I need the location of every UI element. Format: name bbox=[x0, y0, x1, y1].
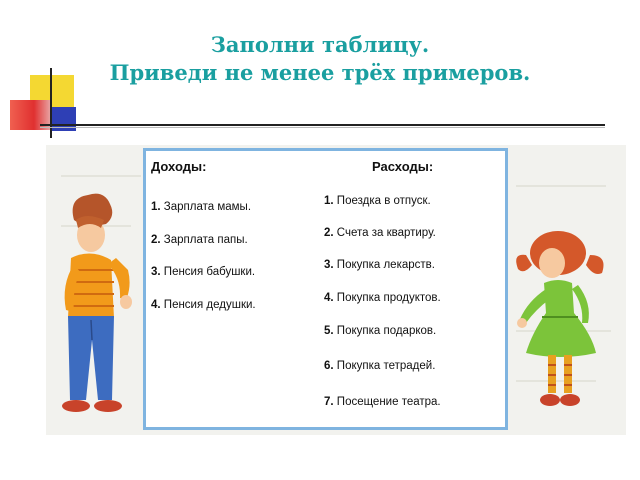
income-item bbox=[151, 266, 255, 278]
income-expense-table bbox=[143, 148, 508, 430]
expense-item bbox=[324, 195, 431, 207]
title-divider-shadow bbox=[40, 127, 605, 128]
expense-column bbox=[324, 159, 499, 408]
income-item-text: Пенсия дедушки. bbox=[163, 299, 256, 311]
income-item-number: 1. bbox=[151, 201, 161, 213]
boy-illustration bbox=[46, 190, 136, 420]
expense-item-text: Покупка подарков. bbox=[336, 325, 437, 337]
income-item-number: 4. bbox=[151, 299, 161, 311]
expense-item bbox=[324, 259, 435, 271]
expense-item bbox=[324, 325, 436, 337]
expense-header: Расходы: bbox=[372, 159, 434, 174]
income-item bbox=[151, 234, 248, 246]
expense-item-text: Покупка тетрадей. bbox=[336, 360, 436, 372]
background-faded-line bbox=[516, 185, 606, 187]
expense-item-text: Счета за квартиру. bbox=[336, 227, 436, 239]
expense-item bbox=[324, 292, 441, 304]
income-item-text: Пенсия бабушки. bbox=[163, 266, 256, 278]
expense-item bbox=[324, 396, 441, 408]
income-column bbox=[151, 159, 311, 311]
expense-item-number: 2. bbox=[324, 227, 334, 239]
income-item-number: 2. bbox=[151, 234, 161, 246]
income-header: Доходы: bbox=[151, 159, 207, 174]
expense-item-text: Посещение театра. bbox=[336, 396, 441, 408]
title-line-1: Заполни таблицу. bbox=[210, 32, 430, 57]
title-divider bbox=[40, 124, 605, 126]
expense-item-number: 6. bbox=[324, 360, 334, 372]
title-line-2: Приведи не менее трёх примеров. bbox=[109, 60, 531, 85]
expense-item-number: 4. bbox=[324, 292, 334, 304]
expense-item-number: 7. bbox=[324, 396, 334, 408]
expense-item bbox=[324, 227, 436, 239]
background-faded-line bbox=[61, 175, 141, 177]
income-item-text: Зарплата папы. bbox=[163, 234, 248, 246]
expense-item-text: Покупка лекарств. bbox=[336, 259, 435, 271]
expense-item-text: Поездка в отпуск. bbox=[336, 195, 431, 207]
girl-illustration bbox=[512, 225, 612, 420]
expense-item-number: 5. bbox=[324, 325, 334, 337]
income-item-text: Зарплата мамы. bbox=[163, 201, 252, 213]
income-item-number: 3. bbox=[151, 266, 161, 278]
expense-item bbox=[324, 360, 435, 372]
income-item bbox=[151, 299, 256, 311]
expense-item-number: 3. bbox=[324, 259, 334, 271]
expense-item-number: 1. bbox=[324, 195, 334, 207]
income-item bbox=[151, 201, 251, 213]
expense-item-text: Покупка продуктов. bbox=[336, 292, 441, 304]
